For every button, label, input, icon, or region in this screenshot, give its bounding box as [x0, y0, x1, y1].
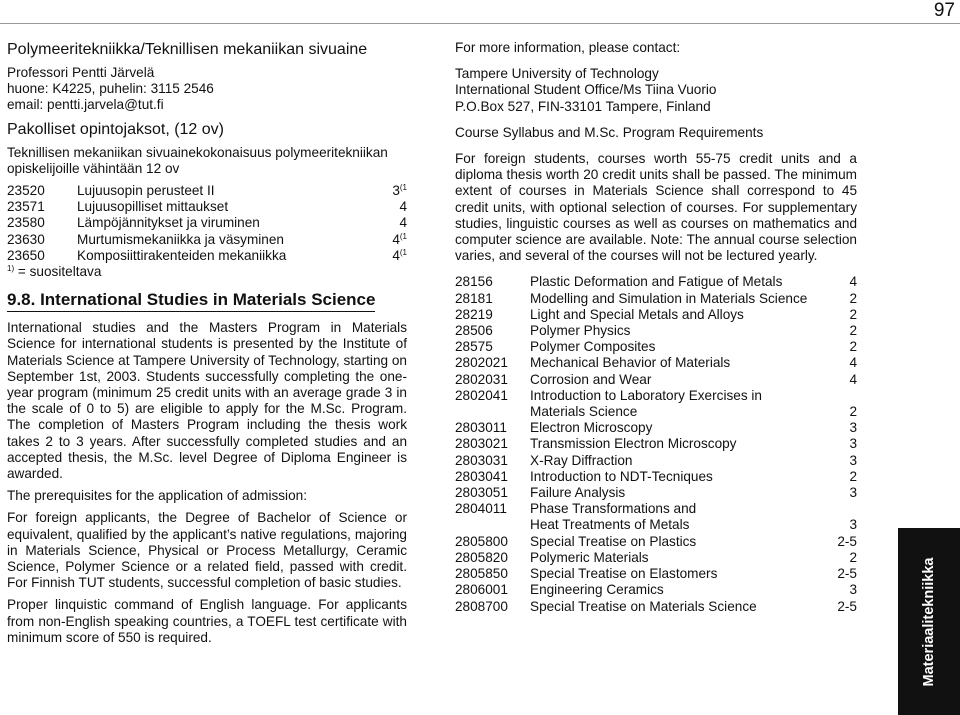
course-name: Lämpöjännitykset ja viruminen [77, 215, 260, 231]
course-name: Plastic Deformation and Fatigue of Metals [530, 274, 783, 290]
course-name: Polymer Physics [530, 323, 631, 339]
required-heading: Pakolliset opintojaksot, (12 ov) [7, 120, 224, 138]
course-name: Polymer Composites [530, 339, 656, 355]
course-table [455, 274, 857, 614]
course-name: Light and Special Metals and Alloys [530, 306, 744, 322]
course-name: Phase Transformations and [530, 501, 697, 517]
table-row [455, 388, 857, 404]
course-code: 2803021 [455, 436, 508, 452]
course-code: 2803041 [455, 468, 508, 484]
course-credits: 2 [849, 306, 857, 322]
table-row [7, 248, 407, 264]
table-row [455, 550, 857, 566]
right-column [455, 40, 857, 615]
course-name: Introduction to Laboratory Exercises in [530, 387, 762, 403]
course-code: 2802041 [455, 387, 508, 403]
course-credits: 2 [849, 468, 857, 484]
course-code: 28506 [455, 323, 493, 339]
course-credits: 3 [849, 452, 857, 468]
paragraph: Proper linquistic command of English language. For applicants from non-English speaking countries, a TOEFL test certificate with minimum score of 550 is required. [7, 597, 407, 645]
left-column [7, 40, 407, 652]
footnote-ref: (1 [399, 231, 407, 241]
course-code: 2802031 [455, 371, 508, 387]
course-code: 2805850 [455, 566, 508, 582]
table-row [455, 485, 857, 501]
course-credits: 4 [849, 371, 857, 387]
course-credits [817, 501, 857, 517]
course-credits: 4 [849, 355, 857, 371]
address-line: International Student Office/Ms Tiina Vuorio [455, 82, 717, 98]
table-row [455, 307, 857, 323]
course-credits: 2 [849, 339, 857, 355]
course-credits [817, 388, 857, 404]
course-code: 2808700 [455, 598, 508, 614]
course-name: Murtumismekaniikka ja väsyminen [77, 231, 284, 247]
course-name: Modelling and Simulation in Materials Science [530, 290, 808, 306]
course-credits: 4 [849, 274, 857, 290]
side-tab [898, 528, 960, 715]
side-tab-label: Materiaalitekniikka [921, 557, 937, 686]
table-row [455, 582, 857, 598]
footnote-ref: (1 [399, 183, 407, 193]
course-credits: 3 [849, 420, 857, 436]
required-course-table [7, 183, 407, 264]
table-row [455, 453, 857, 469]
course-credits: 2 [849, 549, 857, 565]
course-credits: 2-5 [837, 598, 857, 614]
table-row [455, 323, 857, 339]
table-row [455, 436, 857, 452]
table-row [455, 534, 857, 550]
course-credits: 3 [849, 582, 857, 598]
course-credits: 2 [849, 404, 857, 420]
course-credits: 2-5 [837, 566, 857, 582]
course-code: 2804011 [455, 501, 507, 517]
course-credits: 3 [392, 183, 400, 199]
paragraph: International studies and the Masters Program in Materials Science for international students is presented by the Institute of Materials Science at Tampere University of Technology, starting on September 1st, 2003. Students successfully completing the one-year program (minimum 25 credit units with an average grade 3 in the scale of 0 to 5) are eligible to apply for the M.Sc. Program. The completion of Masters Program including the thesis work takes 2 to 3 years. After successfully completed studies and an accepted thesis, the M.Sc. level Degree of Diploma Engineer is awarded. [7, 320, 407, 482]
section-heading: 9.8. International Studies in Materials Science [7, 290, 375, 312]
course-code: 2803031 [455, 452, 508, 468]
course-name: Materials Science [530, 404, 638, 420]
course-credits: 3 [849, 436, 857, 452]
paragraph: The prerequisites for the application of admission: [7, 488, 307, 504]
requirements-text: For foreign students, courses worth 55-75 credit units and a diploma thesis worth 20 credit units shall be passed. The minimum extent of courses in Materials Science shall correspond to 45 credit units, with optional selection of courses. For supplementary studies, linguistic courses as well as courses on mathematics and computer science are available. Note: The annual course selection varies, and several of the courses will not be lectured yearly. [455, 151, 857, 264]
course-credits: 4 [399, 215, 407, 231]
course-code: 2803051 [455, 485, 508, 501]
course-code: 2805820 [455, 549, 508, 565]
course-name: Special Treatise on Elastomers [530, 566, 718, 582]
table-row [455, 566, 857, 582]
table-row [455, 372, 857, 388]
course-name: Failure Analysis [530, 485, 626, 501]
course-credits: 2-5 [837, 533, 857, 549]
course-name: Special Treatise on Materials Science [530, 598, 757, 614]
table-row [455, 339, 857, 355]
footnote-mark: 1) [7, 264, 15, 274]
course-code: 23520 [7, 183, 45, 199]
course-code [455, 517, 530, 533]
footnote-ref: (1 [399, 247, 407, 257]
course-name: Electron Microscopy [530, 420, 653, 436]
course-credits: 2 [849, 323, 857, 339]
minor-title: Polymeeritekniikka/Teknillisen mekaniikan sivuaine [7, 41, 368, 58]
intro-line: Teknillisen mekaniikan sivuainekokonaisuus polymeeritekniikan [7, 144, 388, 160]
course-name: Lujuusopin perusteet II [77, 183, 215, 199]
course-code: 2802021 [455, 355, 508, 371]
course-credits: 4 [399, 199, 407, 215]
course-credits: 4 [392, 247, 400, 263]
table-row [455, 469, 857, 485]
course-code: 2806001 [455, 582, 508, 598]
course-credits: 3 [849, 485, 857, 501]
course-code: 28156 [455, 274, 493, 290]
course-credits: 3 [849, 517, 857, 533]
contact-line: huone: K4225, puhelin: 3115 2546 [7, 81, 214, 97]
course-credits: 2 [849, 290, 857, 306]
course-credits: 4 [392, 231, 400, 247]
course-name: Engineering Ceramics [530, 582, 664, 598]
address-line: P.O.Box 527, FIN-33101 Tampere, Finland [455, 98, 711, 114]
table-row [7, 232, 407, 248]
course-name: Lujuusopilliset mittaukset [77, 199, 229, 215]
course-code: 2803011 [455, 420, 507, 436]
header-rule [0, 23, 960, 24]
table-row [455, 404, 857, 420]
syllabus-heading: Course Syllabus and M.Sc. Program Requirements [455, 124, 764, 140]
course-code [455, 404, 530, 420]
intro-line: opiskelijoille vähintään 12 ov [7, 160, 180, 176]
course-code: 28575 [455, 339, 493, 355]
course-name: Special Treatise on Plastics [530, 533, 697, 549]
table-row [7, 215, 407, 231]
contact-line: email: pentti.jarvela@tut.fi [7, 97, 164, 113]
footnote-text: = suositeltava [14, 264, 102, 280]
course-code: 28181 [455, 290, 493, 306]
table-row [455, 291, 857, 307]
table-row [455, 501, 857, 517]
table-row [455, 274, 857, 290]
course-name: Polymeric Materials [530, 549, 649, 565]
table-row [7, 183, 407, 199]
contact-line: Professori Pentti Järvelä [7, 65, 155, 80]
address-line: Tampere University of Technology [455, 66, 659, 82]
course-code: 2805800 [455, 533, 508, 549]
course-code: 23630 [7, 231, 45, 247]
course-name: Komposiittirakenteiden mekaniikka [77, 247, 287, 263]
page-number: 97 [933, 0, 955, 21]
course-name: Corrosion and Wear [530, 371, 652, 387]
contact-heading: For more information, please contact: [455, 40, 681, 55]
course-name: X-Ray Diffraction [530, 452, 633, 468]
table-row [7, 199, 407, 215]
table-row [455, 355, 857, 371]
course-name: Mechanical Behavior of Materials [530, 355, 731, 371]
course-name: Heat Treatments of Metals [530, 517, 690, 533]
body-text [7, 320, 407, 646]
course-code: 23571 [7, 199, 45, 215]
footnote [7, 264, 407, 280]
course-name: Transmission Electron Microscopy [530, 436, 737, 452]
course-code: 23580 [7, 215, 45, 231]
table-row [455, 420, 857, 436]
course-code: 23650 [7, 247, 45, 263]
table-row [455, 517, 857, 533]
paragraph: For foreign applicants, the Degree of Bachelor of Science or equivalent, qualified by the applicant’s native regulations, majoring in Materials Science, Physical or Process Metallurgy, Ceramic Science, Polymer Science or a related field, passed with credit. For Finnish TUT students, successful completion of basic studies. [7, 510, 407, 591]
course-code: 28219 [455, 306, 493, 322]
table-row [455, 599, 857, 615]
course-name: Introduction to NDT-Tecniques [530, 468, 713, 484]
